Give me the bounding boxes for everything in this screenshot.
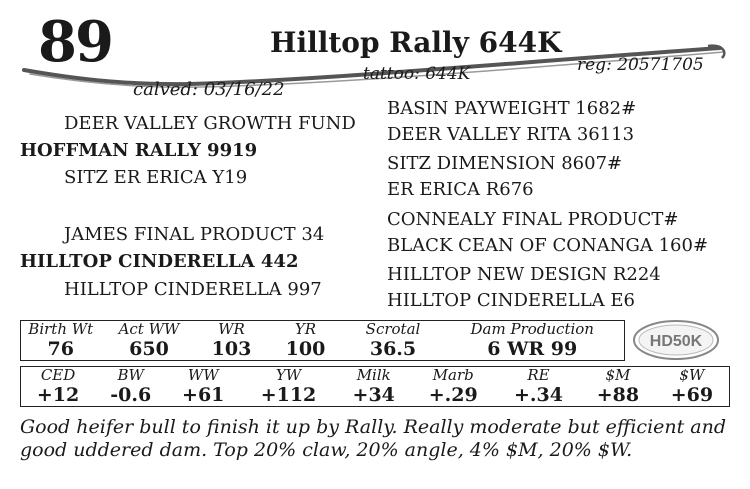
comments: Good heifer bull to finish it up by Rally. Really moderate but efficient and good uddered dam. Top 20% claw, 20% angle, 4% $M, 20% $W. — [20, 416, 727, 461]
pedigree-gp-5: CONNEALY FINAL PRODUCT# — [387, 209, 679, 230]
epd-value-ced: +12 — [36, 384, 80, 406]
lot-number: 89 — [38, 9, 112, 75]
epd-value-marb: +.29 — [428, 384, 478, 406]
pedigree-dam-sire: JAMES FINAL PRODUCT 34 — [64, 224, 325, 245]
perf-header-birth-wt: Birth Wt — [28, 320, 94, 338]
perf-header-yr: YR — [294, 320, 317, 338]
performance-table — [20, 320, 625, 361]
epd-value-ww: +61 — [182, 384, 225, 406]
pedigree-gp-8: HILLTOP CINDERELLA E6 — [387, 290, 635, 311]
pedigree-sire: HOFFMAN RALLY 9919 — [20, 140, 258, 161]
perf-value-wr: 103 — [211, 338, 252, 360]
calved-date: calved: 03/16/22 — [133, 79, 285, 100]
perf-header-wr: WR — [218, 320, 245, 338]
epd-value-yw: +112 — [260, 384, 317, 406]
pedigree-gp-1: BASIN PAYWEIGHT 1682# — [387, 98, 637, 119]
perf-value-scrotal: 36.5 — [369, 338, 417, 360]
epd-value-bw: -0.6 — [110, 384, 152, 406]
epd-value-milk: +34 — [352, 384, 395, 406]
perf-value-yr: 100 — [285, 338, 326, 360]
epd-header-m-dollar: $M — [605, 366, 631, 384]
epd-header-marb: Marb — [432, 366, 474, 384]
pedigree-dam: HILLTOP CINDERELLA 442 — [20, 251, 299, 272]
pedigree-gp-3: SITZ DIMENSION 8607# — [387, 153, 623, 174]
hd50k-badge-icon — [632, 319, 720, 361]
perf-value-dam-production: 6 WR 99 — [487, 338, 578, 360]
perf-value-birth-wt: 76 — [47, 338, 74, 360]
epd-value-w-dollar: +69 — [670, 384, 714, 406]
animal-name: Hilltop Rally 644K — [270, 26, 562, 59]
epd-value-re: +.34 — [513, 384, 563, 406]
epd-header-bw: BW — [117, 366, 144, 384]
pedigree-dam-dam: HILLTOP CINDERELLA 997 — [64, 279, 322, 300]
perf-header-scrotal: Scrotal — [365, 320, 421, 338]
pedigree-gp-7: HILLTOP NEW DESIGN R224 — [387, 264, 661, 285]
epd-header-yw: YW — [275, 366, 302, 384]
tattoo: tattoo: 644K — [363, 64, 471, 84]
pedigree-sire-sire: DEER VALLEY GROWTH FUND — [64, 113, 356, 134]
epd-header-ww: WW — [187, 366, 219, 384]
pedigree-gp-2: DEER VALLEY RITA 36113 — [387, 124, 635, 145]
pedigree-gp-6: BLACK CEAN OF CONANGA 160# — [387, 235, 709, 256]
pedigree-gp-4: ER ERICA R676 — [387, 179, 534, 200]
epd-header-w-dollar: $W — [679, 366, 705, 384]
perf-value-act-ww: 650 — [129, 338, 169, 360]
pedigree-sire-dam: SITZ ER ERICA Y19 — [64, 167, 248, 188]
epd-table — [20, 366, 730, 407]
registration-number: reg: 20571705 — [577, 55, 704, 75]
hd50k-badge-label: HD50K — [649, 333, 703, 350]
epd-value-m-dollar: +88 — [596, 384, 640, 406]
epd-header-re: RE — [527, 366, 550, 384]
perf-header-act-ww: Act WW — [118, 320, 180, 338]
epd-header-milk: Milk — [356, 366, 391, 384]
perf-header-dam-production: Dam Production — [470, 320, 594, 338]
epd-header-ced: CED — [40, 366, 76, 384]
